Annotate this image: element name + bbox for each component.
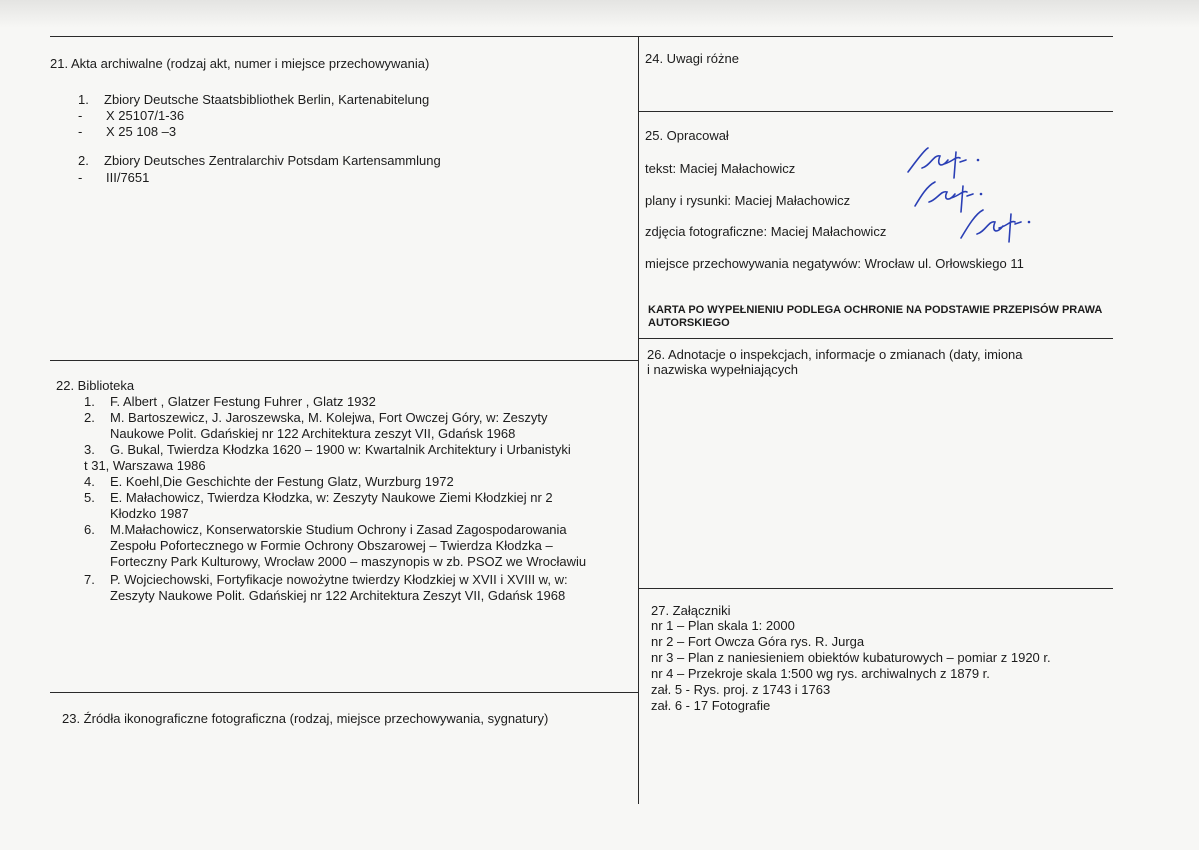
entry-number: 6. xyxy=(84,522,95,537)
rule-24-25 xyxy=(639,111,1113,112)
attachment-item: nr 1 – Plan skala 1: 2000 xyxy=(651,618,795,633)
entry-line: Naukowe Polit. Gdańskiej nr 122 Architektura zeszyt VII, Gdańsk 1968 xyxy=(110,426,516,441)
entry-number: 3. xyxy=(84,442,95,457)
section-25-heading: 25. Opracował xyxy=(645,128,729,143)
list-item: Zbiory Deutsches Zentralarchiv Potsdam Kartensammlung xyxy=(104,153,441,168)
section-26-heading: 26. Adnotacje o inspekcjach, informacje o zmianach (daty, imiona xyxy=(647,347,1023,362)
section-22-heading: 22. Biblioteka xyxy=(56,378,135,393)
entry-line: Zespołu Pofortecznego w Formie Ochrony Obszarowej – Twierdza Kłodzka – xyxy=(110,538,553,553)
section-23-heading: 23. Źródła ikonograficzne fotograficzna (rodzaj, miejsce przechowywania, sygnatury) xyxy=(62,711,549,726)
text-author: tekst: Maciej Małachowicz xyxy=(645,161,796,176)
column-divider xyxy=(638,36,639,804)
list-item-number: 2. xyxy=(78,153,89,168)
list-item: Zbiory Deutsche Staatsbibliothek Berlin, Kartenabitelung xyxy=(104,92,430,107)
list-item-number: - xyxy=(78,108,83,123)
section-27-heading: 27. Załączniki xyxy=(651,603,731,618)
entry-number: 7. xyxy=(84,572,95,587)
entry-line: F. Albert , Glatzer Festung Fuhrer , Glatz 1932 xyxy=(110,394,376,409)
entry-number: 4. xyxy=(84,474,95,489)
signature-photos xyxy=(955,198,1045,246)
rule-left-22 xyxy=(50,360,639,361)
attachment-item: zał. 5 - Rys. proj. z 1743 i 1763 xyxy=(651,682,831,697)
paper-top-edge xyxy=(0,0,1199,28)
list-item-number: - xyxy=(78,124,83,139)
rule-right-26 xyxy=(639,338,1113,339)
attachment-item: nr 3 – Plan z naniesieniem obiektów kubaturowych – pomiar z 1920 r. xyxy=(651,650,1051,665)
entry-line: Kłodzko 1987 xyxy=(110,506,189,521)
entry-line: M.Małachowicz, Konserwatorskie Studium Ochrony i Zasad Zagospodarowania xyxy=(110,522,567,537)
list-item: X 25 108 –3 xyxy=(106,124,177,139)
list-item-number: - xyxy=(78,170,83,185)
entry-line: E. Koehl,Die Geschichte der Festung Glatz, Wurzburg 1972 xyxy=(110,474,454,489)
list-item: X 25107/1-36 xyxy=(106,108,185,123)
attachment-item: zał. 6 - 17 Fotografie xyxy=(651,698,771,713)
rule-left-23 xyxy=(50,692,639,693)
copyright-notice: KARTA PO WYPEŁNIENIU PODLEGA OCHRONIE NA PODSTAWIE PRZEPISÓW PRAWA xyxy=(648,304,1103,316)
entry-line: P. Wojciechowski, Fortyfikacje nowożytne twierdzy Kłodzkiej w XVII i XVIII w, w: xyxy=(110,572,568,587)
top-rule xyxy=(50,36,1113,37)
negatives-location: miejsce przechowywania negatywów: Wrocław ul. Orłowskiego 11 xyxy=(645,256,1024,271)
entry-number: 5. xyxy=(84,490,95,505)
entry-line: Zeszyty Naukowe Polit. Gdańskiej nr 122 Architektura Zeszyt VII, Gdańsk 1968 xyxy=(110,588,566,603)
entry-line: G. Bukal, Twierdza Kłodzka 1620 – 1900 w: Kwartalnik Architektury i Urbanistyki xyxy=(110,442,571,457)
entry-line: t 31, Warszawa 1986 xyxy=(84,458,206,473)
attachment-item: nr 2 – Fort Owcza Góra rys. R. Jurga xyxy=(651,634,865,649)
section-24-heading: 24. Uwagi różne xyxy=(645,51,739,66)
entry-line: E. Małachowicz, Twierdza Kłodzka, w: Zeszyty Naukowe Ziemi Kłodzkiej nr 2 xyxy=(110,490,553,505)
entry-line: Forteczny Park Kulturowy, Wrocław 2000 – maszynopis w zb. PSOZ we Wrocławiu xyxy=(110,554,587,569)
entry-number: 2. xyxy=(84,410,95,425)
section-26-heading-cont: i nazwiska wypełniających xyxy=(647,362,799,377)
drawings-author: plany i rysunki: Maciej Małachowicz xyxy=(645,193,851,208)
copyright-notice: AUTORSKIEGO xyxy=(648,317,730,329)
rule-right-27 xyxy=(639,588,1113,589)
list-item: III/7651 xyxy=(106,170,150,185)
photos-author: zdjęcia fotograficzne: Maciej Małachowicz xyxy=(645,224,887,239)
list-item-number: 1. xyxy=(78,92,89,107)
attachment-item: nr 4 – Przekroje skala 1:500 wg rys. archiwalnych z 1879 r. xyxy=(651,666,990,681)
section-21-heading: 21. Akta archiwalne (rodzaj akt, numer i miejsce przechowywania) xyxy=(50,56,430,71)
entry-number: 1. xyxy=(84,394,95,409)
entry-line: M. Bartoszewicz, J. Jaroszewska, M. Kolejwa, Fort Owczej Góry, w: Zeszyty xyxy=(110,410,548,425)
